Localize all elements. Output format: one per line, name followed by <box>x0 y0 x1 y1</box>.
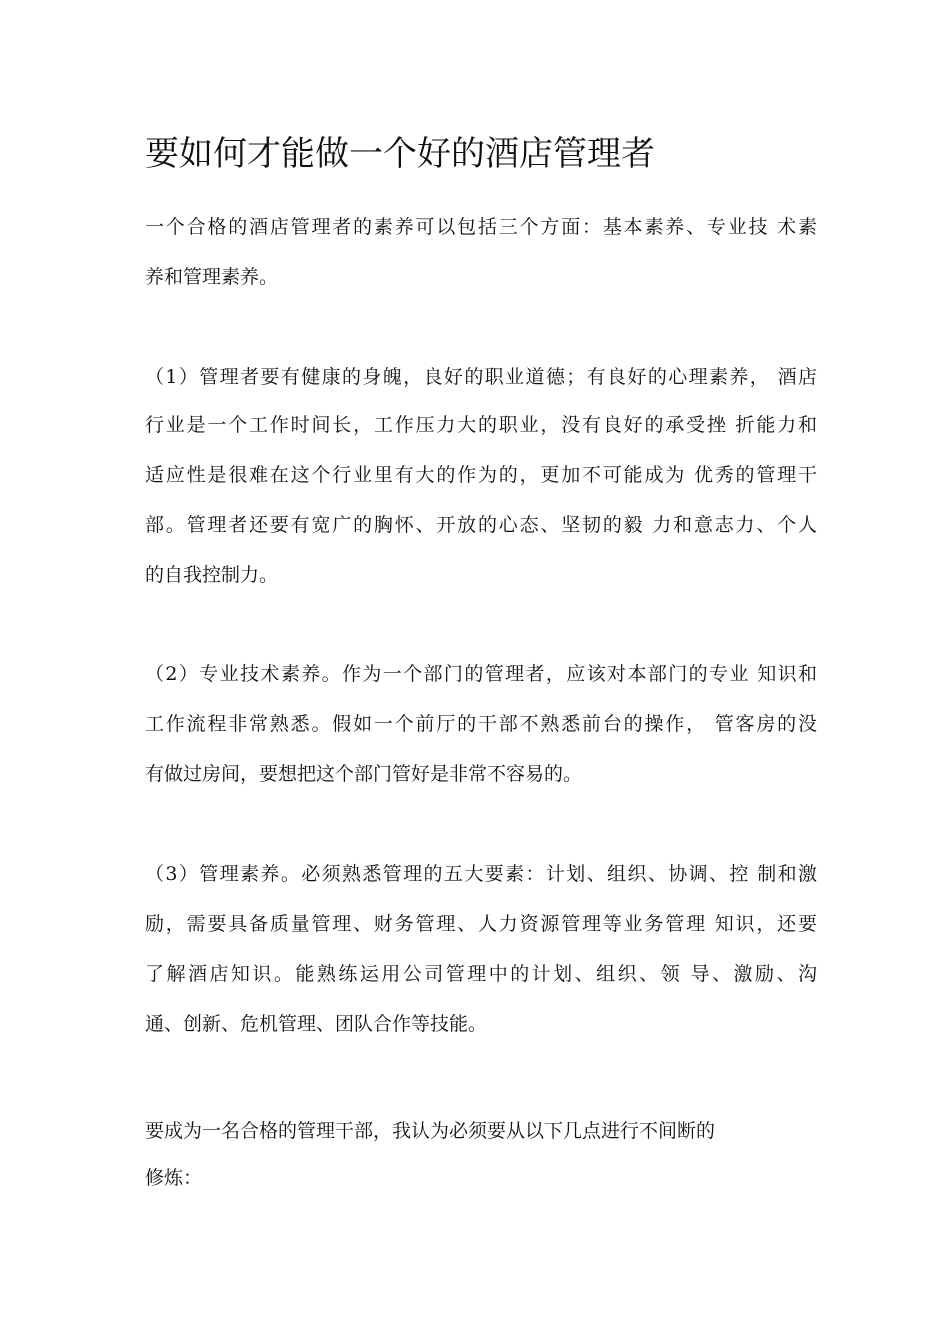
intro-line-2: 养和管理素养。 <box>145 266 279 288</box>
section3-line-2: 励，需要具备质量管理、财务管理、人力资源管理等业务管理 知识，还要 <box>145 913 817 935</box>
closing-line-1: 要成为一名合格的管理干部，我认为必须要从以下几点进行不间断的 <box>145 1120 716 1142</box>
closing-line-2: 修炼： <box>145 1167 203 1189</box>
intro-line-1: 一个合格的酒店管理者的素养可以包括三个方面：基本素养、专业技 术素 <box>145 216 817 238</box>
section2-line-3: 有做过房间，要想把这个部门管好是非常不容易的。 <box>145 763 583 785</box>
section1-line-2: 行业是一个工作时间长，工作压力大的职业，没有良好的承受挫 折能力和 <box>145 414 817 436</box>
section2-line-1: （2）专业技术素养。作为一个部门的管理者，应该对本部门的专业 知识和 <box>145 663 817 685</box>
section1-line-5: 的自我控制力。 <box>145 564 279 586</box>
section2-line-2: 工作流程非常熟悉。假如一个前厅的干部不熟悉前台的操作， 管客房的没 <box>145 713 817 735</box>
section1-line-3: 适应性是很难在这个行业里有大的作为的，更加不可能成为 优秀的管理干 <box>145 464 817 486</box>
section3-line-1: （3）管理素养。必须熟悉管理的五大要素：计划、组织、协调、控 制和激 <box>145 863 817 885</box>
section1-line-4: 部。管理者还要有宽广的胸怀、开放的心态、坚韧的毅 力和意志力、个人 <box>145 514 817 536</box>
section3-line-4: 通、创新、危机管理、团队合作等技能。 <box>145 1013 488 1035</box>
document-title: 要如何才能做一个好的酒店管理者 <box>145 134 655 174</box>
section1-line-1: （1）管理者要有健康的身魄，良好的职业道德；有良好的心理素养， 酒店 <box>145 366 817 388</box>
section3-line-3: 了解酒店知识。能熟练运用公司管理中的计划、组织、领 导、激励、沟 <box>145 963 817 985</box>
